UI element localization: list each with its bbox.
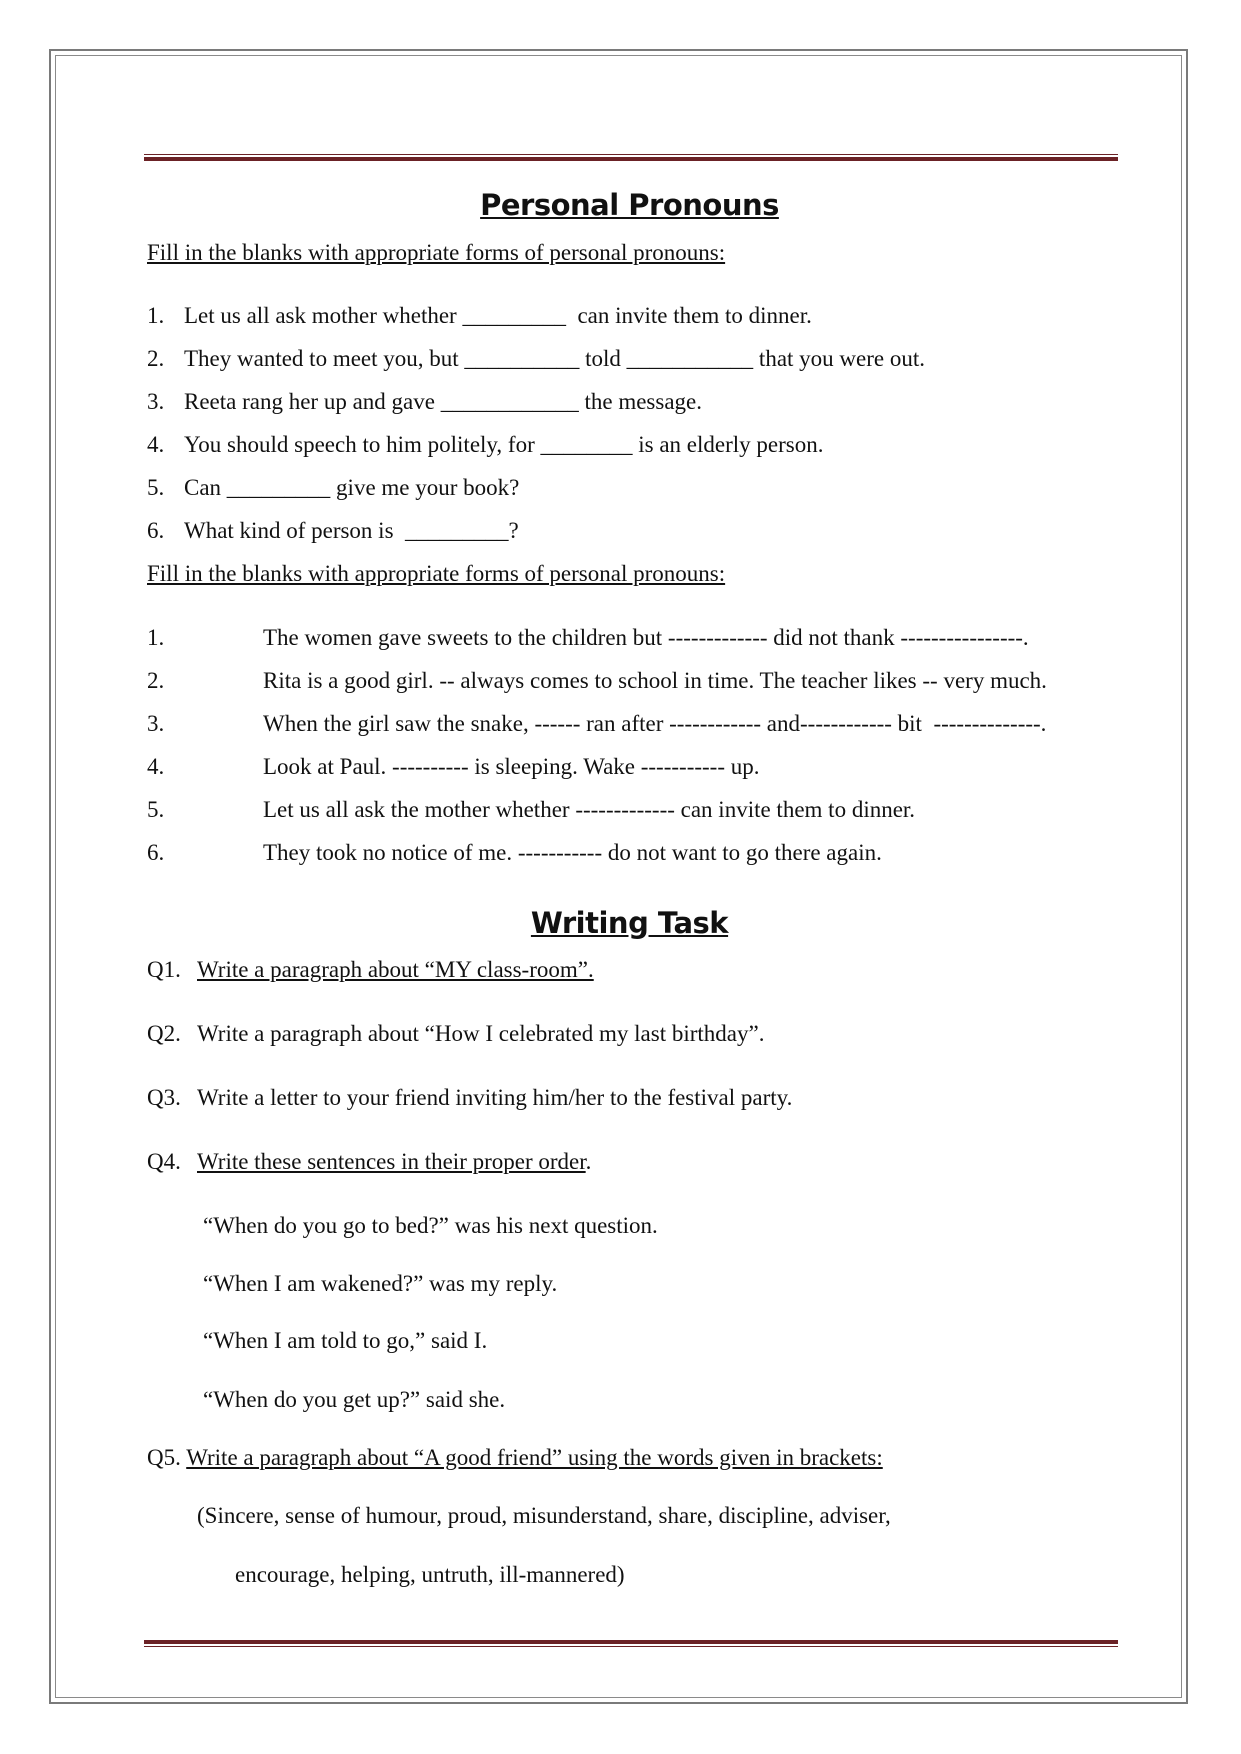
question-q5: Q5. Write a paragraph about “A good friend” using the words given in brackets: — [147, 1445, 883, 1470]
bottom-divider — [144, 1640, 1118, 1647]
top-divider — [144, 154, 1118, 161]
list-item: “When I am wakened?” was my reply. — [203, 1271, 558, 1296]
list-item: 5. Can _________ give me your book? — [147, 475, 520, 500]
instruction-a: Fill in the blanks with appropriate forms of personal pronouns: — [147, 240, 726, 265]
q5-word-list-line1: (Sincere, sense of humour, proud, misunderstand, share, discipline, adviser, — [197, 1503, 891, 1528]
instruction-b: Fill in the blanks with appropriate forms of personal pronouns: — [147, 561, 726, 586]
list-item: 1. The women gave sweets to the children but ------------- did not thank ----------------. — [147, 625, 1029, 650]
list-item: 2. Rita is a good girl. -- always comes to school in time. The teacher likes -- very much. — [147, 668, 1047, 693]
list-item: “When do you get up?” said she. — [203, 1387, 506, 1412]
list-item: 6. What kind of person is _________? — [147, 518, 519, 543]
section-title-writing-task: Writing Task — [530, 906, 729, 940]
question-q2: Q2. Write a paragraph about “How I celebrated my last birthday”. — [147, 1021, 765, 1046]
list-item: 3. Reeta rang her up and gave ____________ the message. — [147, 389, 702, 414]
list-item: “When I am told to go,” said I. — [203, 1328, 488, 1353]
list-item: 6. They took no notice of me. ----------- do not want to go there again. — [147, 840, 882, 865]
list-item: 4. You should speech to him politely, for ________ is an elderly person. — [147, 432, 824, 457]
list-item: 2. They wanted to meet you, but __________ told ___________ that you were out. — [147, 346, 925, 371]
list-item: 5. Let us all ask the mother whether ------------- can invite them to dinner. — [147, 797, 916, 822]
list-item: 4. Look at Paul. ---------- is sleeping. Wake ----------- up. — [147, 754, 760, 779]
list-item: “When do you go to bed?” was his next question. — [203, 1213, 658, 1238]
question-q1: Q1. Write a paragraph about “MY class-room”. — [147, 957, 594, 982]
question-q4: Q4. Write these sentences in their proper order. — [147, 1149, 592, 1174]
question-q3: Q3. Write a letter to your friend inviting him/her to the festival party. — [147, 1085, 793, 1110]
q5-word-list-line2: encourage, helping, untruth, ill-mannered) — [235, 1562, 625, 1587]
section-title-personal-pronouns: Personal Pronouns — [480, 188, 779, 222]
list-item: 1. Let us all ask mother whether _________ can invite them to dinner. — [147, 303, 812, 328]
list-item: 3. When the girl saw the snake, ------ ran after ------------ and------------ bit --------------. — [147, 711, 1047, 736]
